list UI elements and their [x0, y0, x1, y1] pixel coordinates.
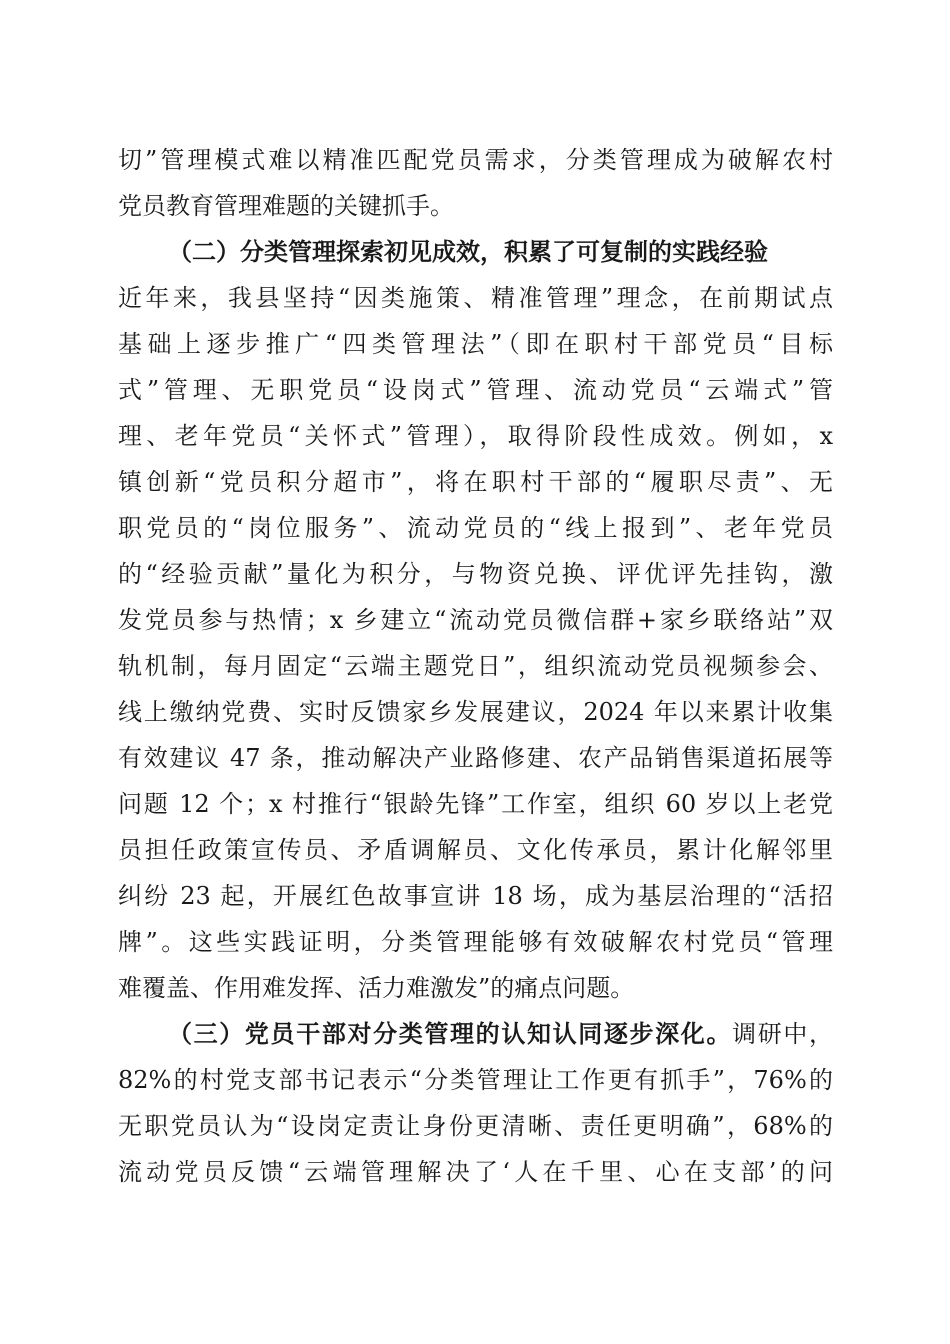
paragraph-2-line-1: 近年来，我县坚持“因类施策、精准管理”理念，在前期试点: [118, 284, 833, 312]
paragraph-2-line-9: 轨机制，每月固定“云端主题党日”，组织流动党员视频参会、: [118, 652, 833, 680]
section-heading-2: （二）分类管理探索初见成效，积累了可复制的实践经验: [168, 237, 768, 266]
paragraph-2-line-10: 线上缴纳党费、实时反馈家乡发展建议，2024 年以来累计收集: [118, 698, 833, 726]
paragraph-1-line-1: 切”管理模式难以精准匹配党员需求，分类管理成为破解农村: [118, 146, 833, 174]
paragraph-2-line-7: 的“经验贡献”量化为积分，与物资兑换、评优评先挂钩，激: [118, 560, 833, 588]
paragraph-2-line-2: 基础上逐步推广“四类管理法”（即在职村干部党员“目标: [118, 330, 833, 358]
section-heading-3: （三）党员干部对分类管理的认知认同逐步深化。: [168, 1019, 733, 1048]
paragraph-3-line-1-rest: 调研中，: [732, 1020, 834, 1048]
paragraph-3-line-4: 流动党员反馈“云端管理解决了‘人在千里、心在支部’的问: [118, 1158, 833, 1186]
paragraph-2-line-8: 发党员参与热情；x 乡建立“流动党员微信群+家乡联络站”双: [118, 606, 833, 634]
paragraph-2-line-12: 问题 12 个；x 村推行“银龄先锋”工作室，组织 60 岁以上老党: [118, 790, 833, 818]
paragraph-3-line-1: [168, 1011, 833, 1057]
paragraph-2-line-4: 理、老年党员“关怀式”管理），取得阶段性成效。例如，x: [118, 422, 833, 450]
paragraph-3-line-2: 82%的村党支部书记表示“分类管理让工作更有抓手”，76%的: [118, 1066, 833, 1094]
paragraph-2-line-5: 镇创新“党员积分超市”，将在职村干部的“履职尽责”、无: [118, 468, 833, 496]
paragraph-2-line-14: 纠纷 23 起，开展红色故事宣讲 18 场，成为基层治理的“活招: [118, 882, 833, 910]
paragraph-2-line-11: 有效建议 47 条，推动解决产业路修建、农产品销售渠道拓展等: [118, 744, 833, 772]
paragraph-1-line-2: 党员教育管理难题的关键抓手。: [118, 192, 454, 220]
paragraph-2-line-6: 职党员的“岗位服务”、流动党员的“线上报到”、老年党员: [118, 514, 833, 542]
paragraph-2-line-16: 难覆盖、作用难发挥、活力难激发”的痛点问题。: [118, 974, 635, 1002]
paragraph-2-line-3: 式”管理、无职党员“设岗式”管理、流动党员“云端式”管: [118, 376, 833, 404]
paragraph-2-line-15: 牌”。这些实践证明，分类管理能够有效破解农村党员“管理: [118, 928, 833, 956]
paragraph-3-line-3: 无职党员认为“设岗定责让身份更清晰、责任更明确”，68%的: [118, 1112, 833, 1140]
paragraph-2-line-13: 员担任政策宣传员、矛盾调解员、文化传承员，累计化解邻里: [118, 836, 833, 864]
